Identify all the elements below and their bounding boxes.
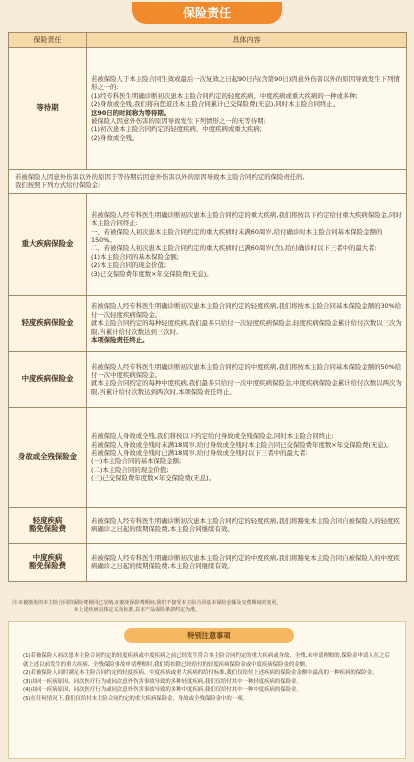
text-line: (一)本主险合同的基本保险金额; <box>91 457 182 466</box>
footnote-line-1: 注:①被豁免的本主险合同的保险费视同已交纳,在豁免保险费期间,我们不接受本主险合同基本保险金额及交费期间的变更。 <box>12 600 282 606</box>
text-line: (3)已交保险费年度数×年交保险费(无息)。 <box>91 269 213 278</box>
text-line: 若被保险人身故或全残时已满18周岁,给付身故或全残时以下三者中的最大者: <box>91 448 308 457</box>
row-waiting <box>9 48 407 170</box>
coverage-table <box>8 32 407 582</box>
label-mild: 轻度疾病保险金 <box>9 295 87 351</box>
text-line: 若被保险人经专科医生明确诊断初次患本主险合同约定的轻度疾病,我们将按本主险合同基本保险金额的30%给付一次轻度疾病保险金。 <box>91 302 402 319</box>
text-line: 这90日的时间称为等待期。 <box>91 108 171 117</box>
text-line: 就本主险合同约定的每种中度疾病,我们最多只给付一次中度疾病保险金,中度疾病保险金累计给付次数以两次为限,当累计给付次数达到两次时,本项保险责任终止。 <box>91 379 402 396</box>
text-line: 本项保险责任终止。 <box>91 335 149 344</box>
text-line: 二、若被保险人初次患本主险合同约定的重大疾病时已满60周岁(含),给付确诊时以下三者中的最大者: <box>91 244 377 253</box>
desc-mild <box>87 295 407 351</box>
text-line: (三)已交保险费年度数×年交保险费(无息)。 <box>91 474 215 483</box>
header-coverage: 保险责任 <box>9 33 87 48</box>
text-line: (3)由同一疾病原因、同次医疗行为或同次意外伤害事故导致的多种轻度疾病,我们仅给付其中一种轻度疾病的保险金。 <box>23 678 302 685</box>
label-waiting: 等待期 <box>9 48 87 170</box>
label-moderate-waiver: 中度疾病 豁免保险费 <box>9 543 87 581</box>
text-line: 若被保险人经专科医生明确诊断初次患本主险合同约定的中度疾病,我们将按本主险合同基本保险金额的50%给付一次中度疾病保险金。 <box>91 362 402 379</box>
footnote <box>12 600 402 614</box>
text-line: (5)在任何情况下,我们仅给付本主险合同约定的重大疾病保险金、身故或全残保险金中的一项。 <box>23 695 248 702</box>
text-line: (1)经专科医生明确诊断初次患本主险合同约定的轻度疾病、中度疾病或重大疾病的一种或多种; <box>91 91 358 100</box>
row-moderate-waiver <box>9 543 407 581</box>
section-banner: 保险责任 <box>132 2 282 24</box>
text-line: 若被保险人身故或全残时未满18周岁,给付身故或全残时本主险合同已交保险费年度数×年交保险费(无息)。 <box>91 440 393 449</box>
desc-death <box>87 407 407 507</box>
text-line: (1)初次患本主险合同约定的轻度疾病、中度疾病或重大疾病; <box>91 125 262 134</box>
text-line: (1)若被保险人初次患本主险合同约定的轻度疾病或中度疾病之前已经发生符合本主险合同约定的重大疾病或身故、全残,未申请理赔的,保险金申请人在之后就上述以前发生的重大疾病、全残保险事故申请理赔时,我们将扣除已经给付的轻度疾病保险金或中度疾病保险金的金额。 <box>23 653 390 668</box>
text-line: 若被保险人经专科医生明确诊断初次患本主险合同约定的重大疾病,我们将按以下约定给付重大疾病保险金,同时本主险合同终止: <box>91 210 402 228</box>
label-death: 身故或全残保险金 <box>9 407 87 507</box>
text-line: (2)身故或全残。 <box>91 133 139 142</box>
text-line: 若被保险人身故或全残,我们将按以下约定给付身故或全残保险金,同时本主险合同终止: <box>91 432 334 441</box>
desc-waiting <box>87 48 407 170</box>
text-line: (2)身故或全残,我们将向您返还本主险合同累计已交保险费(无息),同时本主险合同终止。 <box>91 100 340 109</box>
table-header-row <box>9 33 407 48</box>
desc-moderate <box>87 351 407 407</box>
after-waiting-text <box>9 170 407 194</box>
desc-critical <box>87 193 407 295</box>
text-line: 就本主险合同约定的每种轻度疾病,我们最多只给付一次轻度疾病保险金,轻度疾病保险金累计给付次数以三次为限,当累计给付次数达到三次时, <box>91 319 402 336</box>
text-line: (2)若被保险人同时满足本主险合同约定的轻度疾病、中度疾病或重大疾病的给付标准,我们仅给付上述疾病的保险金金额中最高的一种疾病的保险金。 <box>23 670 378 677</box>
row-critical <box>9 193 407 295</box>
row-mild-waiver <box>9 507 407 543</box>
text-line: 被保险人因意外伤害的原因导致发生下列情形之一的无等待期: <box>91 116 266 125</box>
text-line: 一、若被保险人初次患本主险合同约定的重大疾病时未满60周岁,给付确诊时本主险合同基本保险金额的150%。 <box>91 227 383 244</box>
text-line: (二)本主险合同的现金价值; <box>91 465 169 474</box>
label-moderate: 中度疾病保险金 <box>9 351 87 407</box>
desc-moderate-waiver: 若被保险人经专科医生明确诊断初次患本主险合同约定的中度疾病,我们将豁免本主险合同自被保险人的中度疾病确诊之日起的续期保险费,本主险合同继续有效。 <box>87 543 407 581</box>
row-mild <box>9 295 407 351</box>
text-line: 我们按照下列方式给付保险金: <box>15 181 101 190</box>
text-line: (1)本主险合同的基本保险金额; <box>91 252 179 261</box>
row-moderate <box>9 351 407 407</box>
special-notes-title: 特别注意事项 <box>124 628 294 643</box>
special-notes-box <box>8 621 406 759</box>
row-after-waiting <box>9 170 407 194</box>
text-line: 若被保险人因意外伤害以外的原因于等待期后因意外伤害以外的原因导致本主险合同约定的保险责任的, <box>15 173 305 181</box>
footnote-line-2: ②上述疾病具体定义及标准,以本产品保险条款约定为准。 <box>74 607 201 613</box>
row-death <box>9 407 407 507</box>
header-details: 具体内容 <box>87 33 407 48</box>
special-notes-list <box>23 652 395 704</box>
desc-mild-waiver: 若被保险人经专科医生明确诊断初次患本主险合同约定的轻度疾病,我们将豁免本主险合同自被保险人的轻度疾病确诊之日起的续期保险费,本主险合同继续有效。 <box>87 507 407 543</box>
text-line: (2)本主险合同的现金价值; <box>91 261 167 270</box>
label-critical: 重大疾病保险金 <box>9 193 87 295</box>
label-mild-waiver: 轻度疾病 豁免保险费 <box>9 507 87 543</box>
text-line: 若被保险人于本主险合同生效或最后一次复效之日起90日内(含第90日)因意外伤害以外的原因导致发生下列情形之一的: <box>91 74 400 92</box>
text-line: (4)由同一疾病原因、同次医疗行为或同次意外伤害事故导致的多种中度疾病,我们仅给付其中一种中度疾病的保险金。 <box>23 687 302 694</box>
